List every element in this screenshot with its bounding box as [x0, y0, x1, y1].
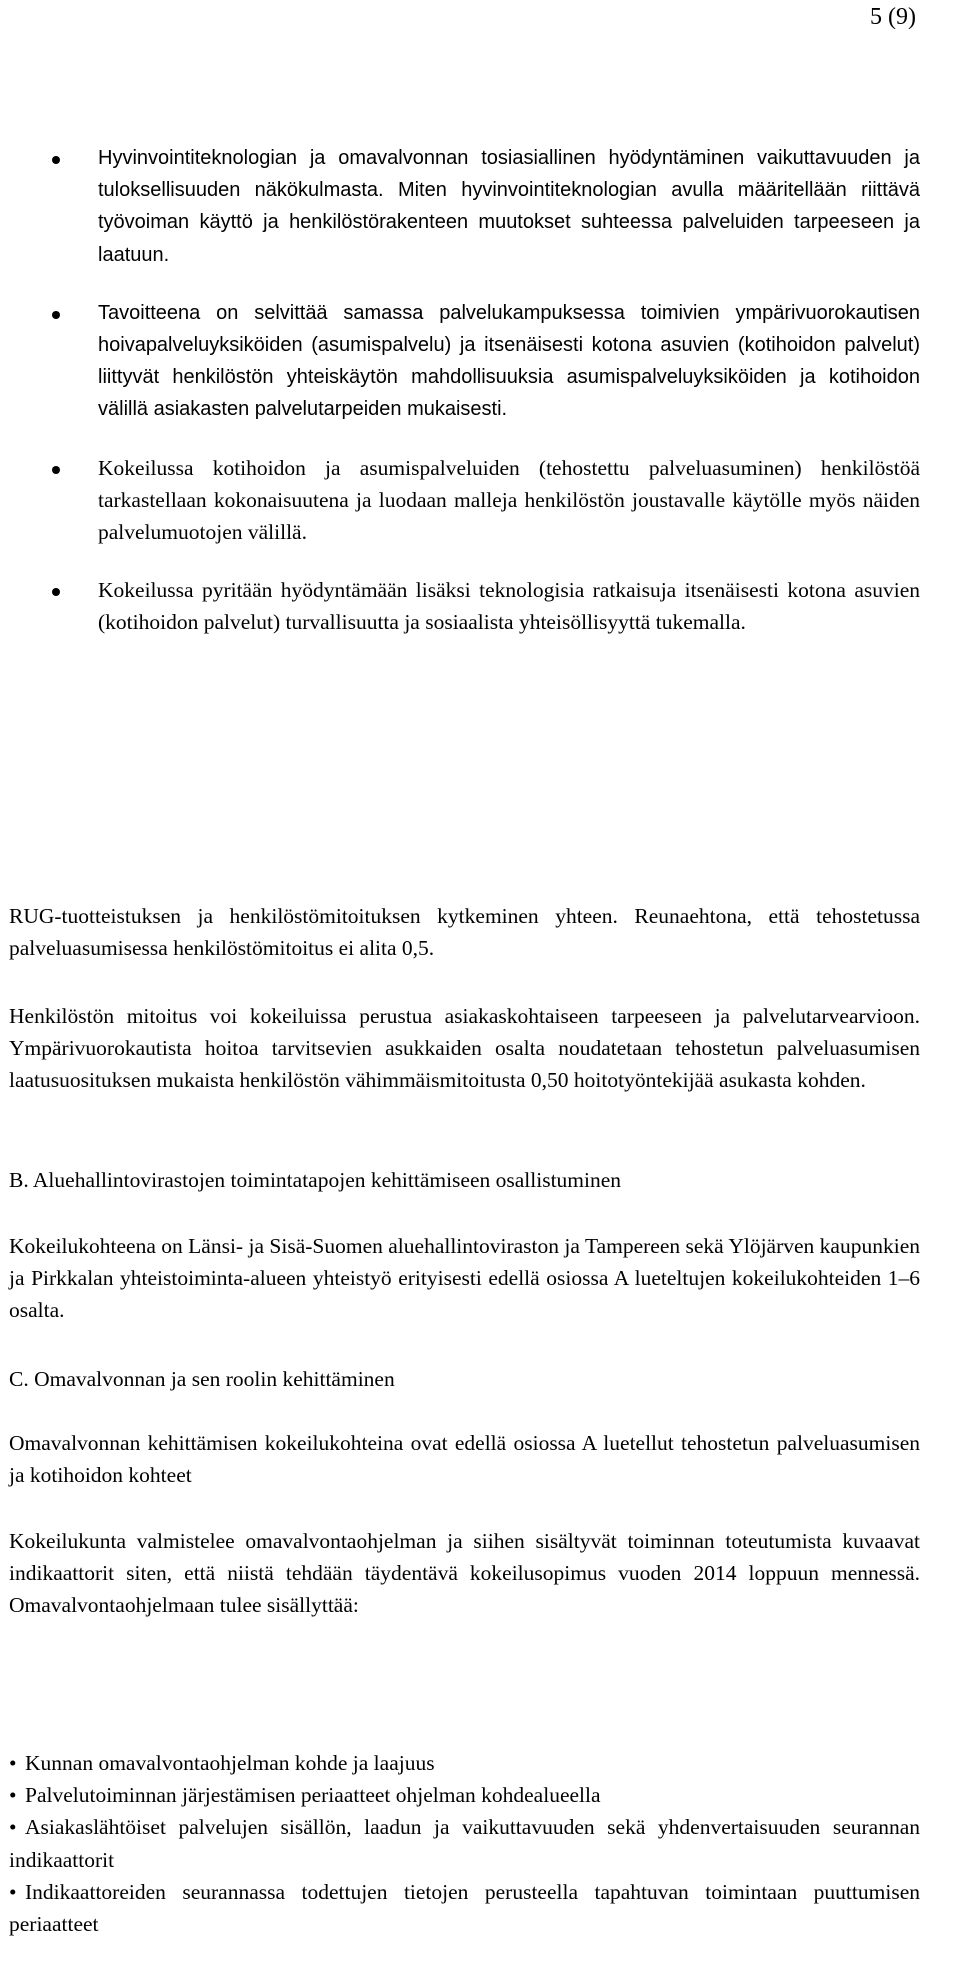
list-item	[9, 1779, 920, 1811]
list-item-text: Kunnan omavalvontaohjelman kohde ja laajuus	[25, 1751, 435, 1775]
page-number: 5 (9)	[870, 4, 916, 30]
bullet-list	[0, 142, 960, 665]
list-item-text: Indikaattoreiden seurannassa todettujen tietojen perusteella tapahtuvan toimintaan puuttumisen periaatteet	[9, 1879, 920, 1937]
rug-paragraph: RUG-tuotteistuksen ja henkilöstömitoituksen kytkeminen yhteen. Reunaehtona, että tehostetussa palveluasumisessa henkilöstömitoitus ei alita 0,5.	[9, 904, 920, 961]
section-c-paragraph: Omavalvonnan kehittämisen kokeilukohteina ovat edellä osiossa A luetellut tehostetun palveluasumisen ja kotihoidon kohteet	[9, 1431, 920, 1488]
ohjelma-paragraph: Kokeilukunta valmistelee omavalvontaohjelman ja siihen sisältyvät toiminnan toteutumista kuvaavat indikaattorit siten, että niistä tehdään täydentävä kokeilusopimus vuoden 2014 loppuun mennessä. Omavalvontaohjelmaan tulee sisällyttää:	[9, 1529, 920, 1618]
bullet-icon: •	[9, 1751, 17, 1775]
section-c-heading: C. Omavalvonnan ja sen roolin kehittäminen	[9, 1367, 395, 1391]
bullet-dot-icon	[52, 466, 60, 474]
list-item	[9, 1747, 920, 1779]
bullet-dot-icon	[52, 156, 60, 164]
bullet-item	[0, 297, 960, 426]
bullet-text: Hyvinvointiteknologian ja omavalvonnan tosiasiallinen hyödyntäminen vaikuttavuuden ja tuloksellisuuden näkökulmasta. Miten hyvinvointiteknologian avulla määritellään riittävä työvoiman käyttö ja henkilöstörakenteen muutokset suhteessa palveluiden tarpeeseen ja laatuun.	[98, 147, 920, 266]
bullet-dot-icon	[52, 588, 60, 596]
bullet-icon: •	[9, 1879, 17, 1904]
omavalvonta-list	[9, 1747, 920, 1940]
mitoitus-paragraph: Henkilöstön mitoitus voi kokeiluissa perustua asiakaskohtaiseen tarpeeseen ja palvelutarvearvioon. Ympärivuorokautista hoitoa tarvitsevien asukkaiden osalta noudatetaan tehostetun palveluasumisen laatusuosituksen mukaista henkilöstön vähimmäismitoitusta 0,50 hoitotyöntekijää asukasta kohden.	[9, 1004, 920, 1093]
list-item	[9, 1811, 920, 1875]
list-item	[9, 1876, 920, 1940]
bullet-item	[0, 142, 960, 271]
bullet-text: Kokeilussa pyritään hyödyntämään lisäksi teknologisia ratkaisuja itsenäisesti kotona asuvien (kotihoidon palvelut) turvallisuutta ja sosiaalista yhteisöllisyyttä tukemalla.	[98, 578, 920, 635]
bullet-text: Kokeilussa kotihoidon ja asumispalveluiden (tehostettu palveluasuminen) henkilöstöä tarkastellaan kokonaisuutena ja luodaan malleja henkilöstön joustavalle käytölle myös näiden palvelumuotojen välillä.	[98, 455, 920, 545]
bullet-text: Tavoitteena on selvittää samassa palvelukampuksessa toimivien ympärivuorokautisen hoivapalveluyksiköiden (asumispalvelu) ja itsenäisesti kotona asuvien (kotihoidon palvelut) liittyvät henkilöstön yhteiskäytön mahdollisuuksia asumispalveluyksiköiden ja kotihoidon välillä asiakasten palvelutarpeiden mukaisesti.	[98, 301, 920, 421]
section-b-paragraph: Kokeilukohteena on Länsi- ja Sisä-Suomen aluehallintoviraston ja Tampereen sekä Ylöjärven kaupunkien ja Pirkkalan yhteistoiminta-alueen yhteistyö erityisesti edellä osiossa A lueteltujen kokeilukohteiden 1–6 osalta.	[9, 1234, 920, 1323]
section-b-heading: B. Aluehallintovirastojen toimintatapojen kehittämiseen osallistuminen	[9, 1168, 622, 1192]
bullet-item	[0, 452, 960, 549]
bullet-icon: •	[9, 1783, 17, 1808]
bullet-dot-icon	[52, 311, 60, 319]
list-item-text: Palvelutoiminnan järjestämisen periaatteet ohjelman kohdealueella	[25, 1783, 601, 1808]
bullet-item	[0, 574, 960, 638]
list-item-text: Asiakaslähtöiset palvelujen sisällön, laadun ja vaikuttavuuden sekä yhdenvertaisuuden seurannan indikaattorit	[9, 1815, 920, 1872]
bullet-icon: •	[9, 1815, 17, 1840]
